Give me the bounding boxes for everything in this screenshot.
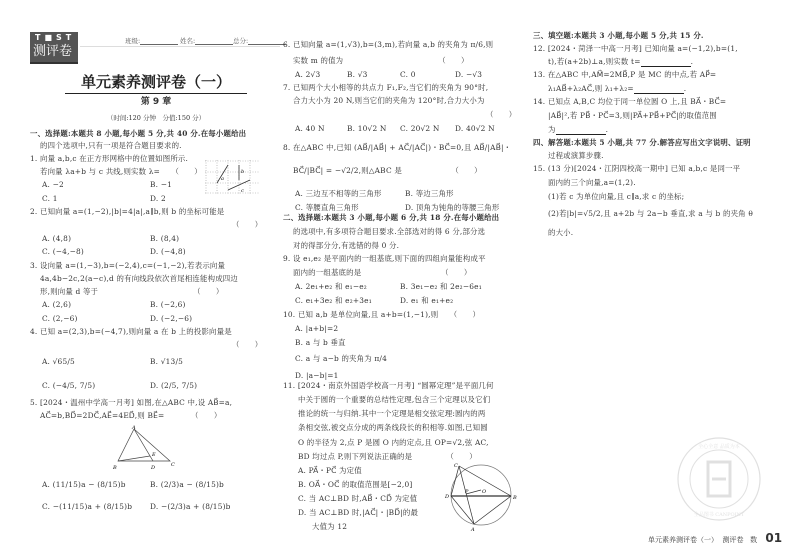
question-5: 5. [2024・温州中学高一月考] 如图,在△ABC 中,设 AB⃗=a, (30, 398, 233, 407)
point-label: D (151, 465, 156, 471)
question-13-text: λ₁AB⃗+λ₂AC⃗,则 λ₁+λ₂= (548, 84, 634, 93)
option: A. 2√3 (295, 70, 321, 79)
option: C. (2,−6) (42, 314, 78, 323)
section-heading: 二、选择题:本题共 3 小题,每小题 6 分,共 18 分.在每小题给出 (283, 213, 500, 222)
option: A. 2e₁+e₂ 和 e₁−e₂ (295, 282, 367, 291)
score-field (233, 36, 286, 45)
option-cont: 大值为 12 (312, 522, 348, 531)
answer-paren: （ ） (486, 110, 517, 119)
point-label: C (171, 462, 175, 468)
option: C. 当 AC⊥BD 时,AB⃗・CD⃗ 为定值 (298, 494, 418, 503)
option: C. 20√2 N (400, 124, 440, 133)
option: D. |a−b|=1 (295, 371, 339, 380)
question-15-line: 的大小. (548, 228, 574, 237)
section-heading: 三、填空题:本题共 3 小题,每小题 5 分,共 15 分. (533, 31, 704, 40)
answer-paren: （ ） (232, 340, 263, 349)
option: C. (−4/5, 7/5) (42, 381, 96, 390)
vector-b-label: b (241, 169, 245, 175)
option: C. e₁+3e₂ 和 e₂+3e₁ (295, 296, 372, 305)
page-number: 01 (765, 531, 783, 545)
option: C. a 与 a−b 的夹角为 π/4 (295, 354, 388, 363)
vector-a-label: a (221, 176, 224, 182)
option: A. (11/15)a − (8/15)b (42, 480, 126, 489)
page-title: 单元素养测评卷（一） (65, 71, 247, 94)
question-6-line: 实数 m 的值为 （ ） (293, 56, 469, 65)
question-11-line: 条相交弦,被交点分成的两条线段长的积相等.如图,已知圆 (298, 423, 488, 432)
section-heading: 四、解答题:本题共 5 小题,共 77 分.解答应写出文字说明、证明 (533, 138, 751, 147)
option: A. (4,8) (42, 234, 72, 243)
question-11-line: 推论的统一与归纳.其中一个定理是相交弦定理:圆内的两 (298, 409, 486, 418)
option: B. (8,4) (150, 234, 180, 243)
option: A. PA⃗・PC⃗ 为定值 (298, 466, 362, 475)
footer-subject: 数 (750, 536, 758, 544)
question-7-line: 合力大小为 20 N,则当它们的夹角为 120°时,合力大小为 (293, 96, 485, 105)
footer-type: 测评卷 (722, 536, 744, 544)
option: D. −√3 (455, 70, 483, 79)
option: D. (2/5, 7/5) (150, 381, 198, 390)
question-11: 11. [2024・南京外国语学校高一月考] “圆幂定理”是平面几何 (283, 381, 494, 390)
watermark-seal (676, 436, 762, 522)
option: B. 等边三角形 (405, 189, 454, 198)
option: C. −(11/15)a + (8/15)b (42, 502, 133, 511)
watermark-top-text: 全心全意 品质为本 (698, 444, 740, 450)
answer-blank[interactable] (634, 85, 684, 94)
option: D. 2 (150, 194, 166, 203)
page-footer (648, 531, 782, 545)
option: D. (−4,8) (150, 247, 186, 256)
question-12: 12. [2024・菏泽一中高一月考] 已知向量 a=(−1,2),b=(1, (533, 44, 738, 53)
answer-blank[interactable] (556, 126, 606, 135)
chapter: 第 9 章 (140, 97, 172, 107)
point-label: O (482, 489, 487, 495)
question-15-part-2: (2)若|b|=√5/2,且 a+2b 与 2a−b 垂直,求 a 与 b 的夹角 θ (548, 209, 753, 218)
question-4: 4. 已知 a=(2,3),b=(−4,7),则向量 a 在 b 上的投影向量是 (30, 327, 232, 336)
option: D. −(2/3)a + (8/15)b (150, 502, 231, 511)
option: A. (2,6) (42, 300, 72, 309)
option: C. 0 (400, 70, 416, 79)
point-label: E (152, 452, 156, 458)
section-text: 的选项中,有多项符合题目要求.全部选对的得 6 分,部分选 (293, 227, 486, 236)
question-14-line: |AB⃗|²,若 PB⃗・PC⃗=3,则|PA⃗+PB⃗+PC⃗|的取值范围 (548, 111, 717, 120)
watermark-bottom-text: 全品图书 CANPOINT (693, 512, 745, 518)
logo-top: T■ST (35, 33, 76, 42)
option: B. −1 (150, 180, 173, 189)
logo-bottom: 测评卷 (33, 44, 73, 59)
question-11-line: O 的半径为 2,点 P 是圆 O 内的定点,且 OP=√2,弦 AC, (298, 438, 489, 447)
answer-paren: （ ） (232, 220, 263, 229)
option: D. 当 AC⊥BD 时,|AC⃗|・|BD⃗|的最 (298, 508, 419, 517)
answer-blank[interactable] (641, 58, 691, 67)
question-14-text: 为 (548, 125, 556, 134)
option: B. 10√2 N (347, 124, 387, 133)
option: A. 40 N (295, 124, 325, 133)
question-3-line: 形,则向量 d 等于 （ ） (40, 287, 224, 296)
option: C. 等腰直角三角形 (295, 203, 359, 212)
question-12-text: t),若(a+2b)⊥a,则实数 t= (548, 57, 641, 66)
option: D. 40√2 N (455, 124, 495, 133)
question-14: 14. 已知点 A,B,C 均位于同一单位圆 O 上,且 BA⃗・BC⃗= (533, 97, 727, 106)
option: B. √3 (347, 70, 368, 79)
question-8-line: BC⃗/|BC⃗| = −√2/2,则△ABC 是 （ ） (293, 166, 482, 175)
question-14-line: 为 . (548, 125, 609, 134)
question-15-part-1: (1)若 c 为单位向量,且 c∥a,求 c 的坐标; (548, 192, 685, 201)
point-label: P (465, 489, 469, 495)
question-5-line: AC⃗=b,BD⃗=2DC⃗,AE⃗=4ED⃗,则 BE⃗= （ ） (40, 411, 222, 420)
option: B. 3e₁−e₂ 和 2e₂−6e₁ (400, 282, 482, 291)
option: D. 顶角为钝角的等腰三角形 (405, 203, 500, 212)
question-10: 10. 已知 a,b 是单位向量,且 a+b=(1,−1),则 （ ） (283, 310, 481, 319)
exam-meta: （时间:120 分钟 分值:150 分） (106, 114, 206, 122)
option: A. 三边互不相等的三角形 (295, 189, 382, 198)
logo (30, 32, 78, 64)
score-label: 总分: (233, 37, 249, 45)
point-label: A (132, 425, 136, 431)
option: D. (−2,−6) (150, 314, 193, 323)
point-label: B (513, 495, 517, 501)
section-text: 的四个选项中,只有一项是符合题目要求的. (40, 141, 182, 150)
point-label: C (454, 463, 458, 469)
question-2: 2. 已知向量 a=(1,−2),|b|=4|a|,a∥b,则 b 的坐标可能是 (30, 207, 225, 216)
question-1: 1. 向量 a,b,c 在正方形网格中的位置如图所示. (30, 154, 189, 163)
question-11-line: BD 均过点 P,则下列说法正确的是 （ ） (298, 452, 477, 461)
footer-title: 单元素养测评卷（一） (648, 536, 718, 544)
option: D. e₁ 和 e₁+e₂ (400, 296, 454, 305)
point-label: D (445, 494, 450, 500)
question-9: 9. 设 e₁,e₂ 是平面内的一组基底,则下面的四组向量能构成平 (283, 254, 486, 263)
option: B. OA⃗・OC⃗ 的取值范围是[−2,0] (298, 480, 413, 489)
question-1-line: 若向量 λa+b 与 c 共线,则实数 λ= （ ） (40, 167, 202, 176)
option: A. √65/5 (42, 357, 75, 366)
question-6: 6. 已知向量 a=(1,√3),b=(3,m),若向量 a,b 的夹角为 π/6,则 (283, 40, 494, 49)
question-11-line: 中关于圆的一个重要的总结性定理,包含三个定理以及它们 (298, 395, 491, 404)
vector-c-label: c (241, 188, 244, 194)
question-12-line: t),若(a+2b)⊥a,则实数 t= . (548, 57, 694, 66)
point-label: B (113, 465, 117, 471)
question-13-line: λ₁AB⃗+λ₂AC⃗,则 λ₁+λ₂= . (548, 84, 687, 93)
section-heading: 一、选择题:本题共 8 小题,每小题 5 分,共 40 分.在每小题给出 (30, 129, 247, 138)
question-7: 7. 已知两个大小相等的共点力 F₁,F₂,当它们的夹角为 90°时, (283, 83, 489, 92)
option: B. a 与 b 垂直 (295, 338, 346, 347)
section-text: 对的得部分分,有选错的得 0 分. (293, 241, 400, 250)
triangle-abc-figure (110, 424, 185, 472)
name-field (180, 36, 233, 45)
question-13: 13. 在△ABC 中,AM⃗=2MB⃗,P 是 MC 的中点,若 AP⃗= (533, 70, 717, 79)
section-text: 过程或演算步骤. (548, 151, 604, 160)
option: A. |a+b|=2 (295, 324, 339, 333)
option: B. √13/5 (150, 357, 184, 366)
option: C. 1 (42, 194, 58, 203)
circle-chords-figure (443, 460, 523, 532)
question-9-line: 面内的一组基底的是 （ ） (293, 268, 472, 277)
option: B. (2/3)a − (8/15)b (150, 480, 224, 489)
question-15-line: 面内的三个向量,a=(1,2). (548, 178, 636, 187)
option: A. −2 (42, 180, 64, 189)
question-8: 8. 在△ABC 中,已知 (AB⃗/|AB⃗| + AC⃗/|AC⃗|)・BC⃗=0,且 AB⃗/|AB⃗|・ (283, 143, 512, 152)
question-3-line: 4a,4b−2c,2(a−c),d 的有向线段依次首尾相连能构成四边 (40, 274, 238, 283)
point-label: A (471, 527, 475, 532)
class-field (125, 36, 178, 45)
question-3: 3. 设向量 a=(1,−3),b=(−2,4),c=(−1,−2),若表示向量 (30, 261, 226, 270)
question-15: 15. (13 分)[2024・江阴四校高一期中] 已知 a,b,c 是同一平 (533, 164, 741, 173)
vector-grid-figure (205, 160, 260, 194)
option: B. (−2,6) (150, 300, 186, 309)
name-label: 姓名: (180, 37, 196, 45)
class-label: 班级: (125, 37, 141, 45)
option: C. (−4,−8) (42, 247, 84, 256)
